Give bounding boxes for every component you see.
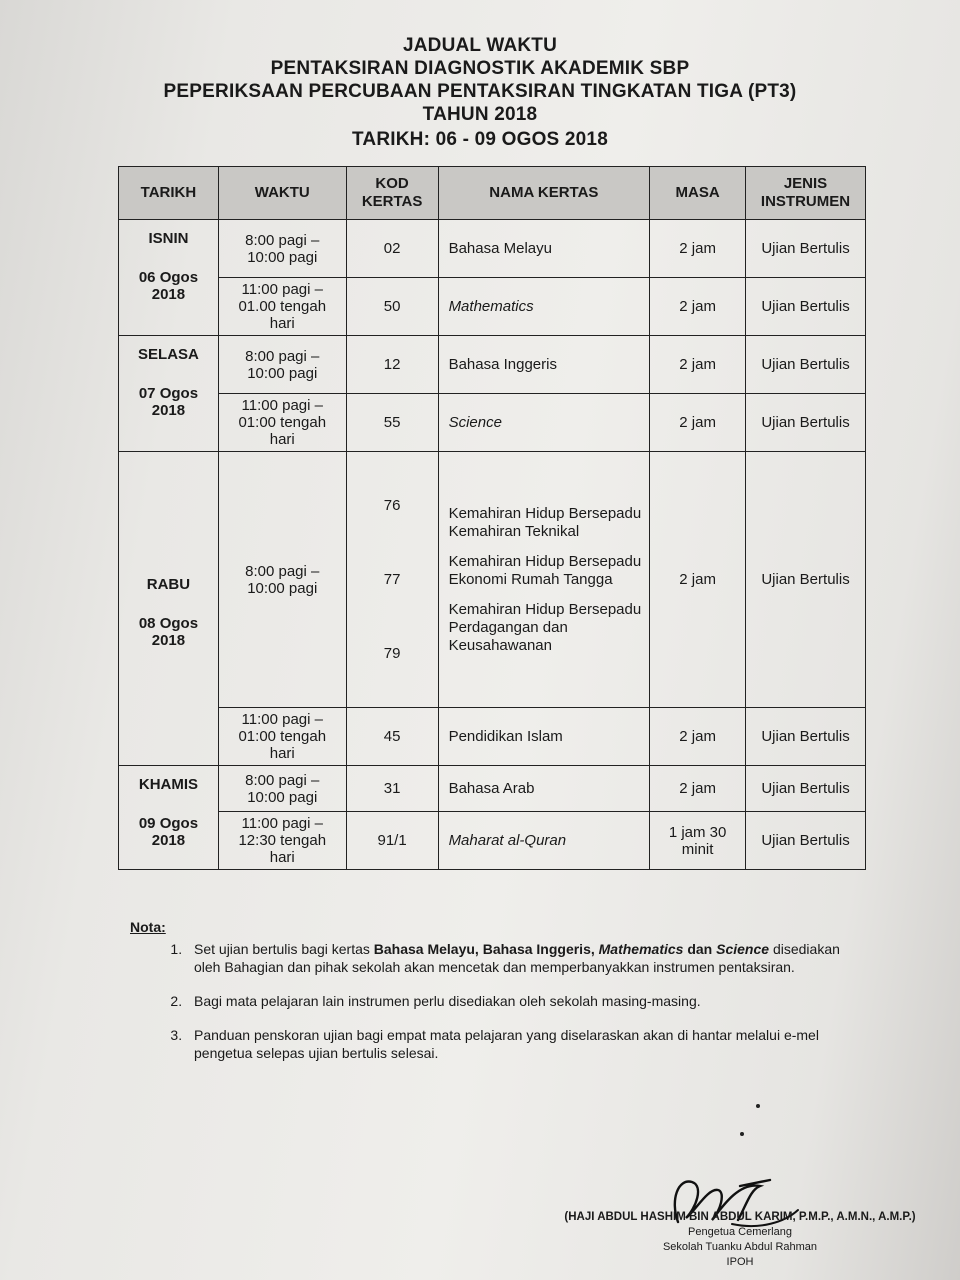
note-bold-text: Bahasa Melayu, Bahasa Inggeris, (373, 941, 599, 957)
code-cell: 91/1 (346, 812, 438, 870)
table-header-row (119, 167, 866, 220)
day-date: 06 Ogos 2018 (138, 269, 199, 303)
note-bold-italic-text: Mathematics (598, 941, 684, 957)
paper-name-cell: Bahasa Arab (438, 766, 650, 812)
table-row (119, 812, 866, 870)
day-name: RABU (146, 575, 191, 593)
code-cell: 31 (346, 766, 438, 812)
day-cell (119, 336, 219, 452)
col-header-masa: MASA (650, 167, 746, 220)
paper-name-cell: Bahasa Inggeris (438, 336, 650, 394)
header-line-5: TARIKH: 06 - 09 OGOS 2018 (352, 129, 608, 150)
paper-name: Kemahiran Hidup Bersepadu Ekonomi Rumah Tangga (448, 552, 642, 588)
day-cell (119, 452, 219, 766)
code-cell: 55 (346, 394, 438, 452)
duration-cell: 2 jam (650, 708, 746, 766)
instrument-cell: Ujian Bertulis (746, 336, 866, 394)
code-value: 77 (383, 570, 401, 588)
signature-block (560, 1210, 920, 1270)
timetable (118, 166, 866, 870)
note-bold-text: dan (683, 941, 717, 957)
code-value: 76 (383, 496, 401, 514)
table-row (119, 278, 866, 336)
time-cell: 8:00 pagi – 10:00 pagi (218, 766, 346, 812)
instrument-cell: Ujian Bertulis (746, 766, 866, 812)
ink-dot (740, 1132, 744, 1136)
duration-cell: 2 jam (650, 336, 746, 394)
duration-cell: 2 jam (650, 278, 746, 336)
notes-title: Nota: (130, 919, 166, 935)
code-cell: 12 (346, 336, 438, 394)
paper-name: Kemahiran Hidup Bersepadu Perdagangan dan Keusahawanan (448, 600, 642, 654)
paper-name: Kemahiran Hidup Bersepadu Kemahiran Teknikal (448, 504, 642, 540)
paper-name-cell: Pendidikan Islam (438, 708, 650, 766)
code-value: 79 (383, 644, 401, 662)
signatory-city: IPOH (726, 1256, 754, 1268)
note-item: 2. Bagi mata pelajaran lain instrumen perlu disediakan oleh sekolah masing-masing. (186, 992, 850, 1010)
time-cell: 11:00 pagi – 01:00 tengah hari (218, 708, 346, 766)
signatory-title: Pengetua Cemerlang (688, 1226, 792, 1238)
day-date: 07 Ogos 2018 (138, 385, 199, 419)
header-line-1: JADUAL WAKTU (402, 35, 558, 56)
header-line-3: PEPERIKSAAN PERCUBAAN PENTAKSIRAN TINGKATAN TIGA (PT3) (163, 81, 797, 102)
col-header-tarikh: TARIKH (119, 167, 219, 220)
col-header-kod-kertas: KOD KERTAS (346, 167, 438, 220)
duration-cell: 2 jam (650, 394, 746, 452)
paper-name-cell: Maharat al-Quran (438, 812, 650, 870)
header-line-4: TAHUN 2018 (422, 104, 538, 125)
paper-name-cell: Bahasa Melayu (438, 220, 650, 278)
duration-cell: 2 jam (650, 452, 746, 708)
code-cell: 50 (346, 278, 438, 336)
timetable-table (118, 166, 866, 870)
note-item (186, 940, 850, 976)
time-cell: 11:00 pagi – 01.00 tengah hari (218, 278, 346, 336)
signatory-school: Sekolah Tuanku Abdul Rahman (662, 1241, 818, 1253)
code-cell: 45 (346, 708, 438, 766)
day-date: 08 Ogos 2018 (138, 614, 199, 649)
paper-name-cell: Mathematics (438, 278, 650, 336)
instrument-cell: Ujian Bertulis (746, 394, 866, 452)
note-text: Set ujian bertulis bagi kertas (194, 941, 374, 957)
duration-cell: 2 jam (650, 220, 746, 278)
col-header-nama-kertas: NAMA KERTAS (438, 167, 650, 220)
time-cell: 11:00 pagi – 01:00 tengah hari (218, 394, 346, 452)
duration-cell: 2 jam (650, 766, 746, 812)
instrument-cell: Ujian Bertulis (746, 220, 866, 278)
duration-cell: 1 jam 30 minit (650, 812, 746, 870)
note-item: 3. Panduan penskoran ujian bagi empat mata pelajaran yang diselaraskan akan di hantar melalui e-mel pengetua selepas ujian bertulis selesai. (186, 1026, 850, 1062)
table-row (119, 394, 866, 452)
paper-name-cell: Science (438, 394, 650, 452)
table-row (119, 766, 866, 812)
note-bold-italic-text: Science (716, 941, 770, 957)
day-name: SELASA (138, 346, 199, 363)
time-cell: 8:00 pagi – 10:00 pagi (218, 336, 346, 394)
time-cell: 8:00 pagi – 10:00 pagi (218, 452, 346, 708)
instrument-cell: Ujian Bertulis (746, 278, 866, 336)
table-row (119, 336, 866, 394)
ink-dot (756, 1104, 760, 1108)
day-cell (119, 220, 219, 336)
table-row (119, 708, 866, 766)
notes-section (130, 918, 850, 1078)
document-header (0, 34, 960, 151)
note-text: disediakan oleh Bahagian dan pihak sekolah akan mencetak dan memperbanyakkan instrumen pentaksiran. (194, 941, 840, 975)
time-cell: 8:00 pagi – 10:00 pagi (218, 220, 346, 278)
day-name: KHAMIS (138, 776, 199, 793)
table-row (119, 452, 866, 708)
paper-name-cell (438, 452, 650, 708)
day-cell (119, 766, 219, 870)
instrument-cell: Ujian Bertulis (746, 708, 866, 766)
time-cell: 11:00 pagi – 12:30 tengah hari (218, 812, 346, 870)
notes-list (130, 940, 850, 1062)
header-line-2: PENTAKSIRAN DIAGNOSTIK AKADEMIK SBP (270, 58, 690, 79)
table-row (119, 220, 866, 278)
col-header-jenis-instrumen: JENIS INSTRUMEN (746, 167, 866, 220)
instrument-cell: Ujian Bertulis (746, 452, 866, 708)
col-header-waktu: WAKTU (218, 167, 346, 220)
day-date: 09 Ogos 2018 (138, 815, 199, 849)
day-name: ISNIN (148, 230, 189, 247)
code-cell: 02 (346, 220, 438, 278)
signatory-name: (HAJI ABDUL HASHIM BIN ABDUL KARIM, P.M.P., A.M.N., A.M.P.) (564, 1211, 916, 1223)
instrument-cell: Ujian Bertulis (746, 812, 866, 870)
code-cell (346, 452, 438, 708)
